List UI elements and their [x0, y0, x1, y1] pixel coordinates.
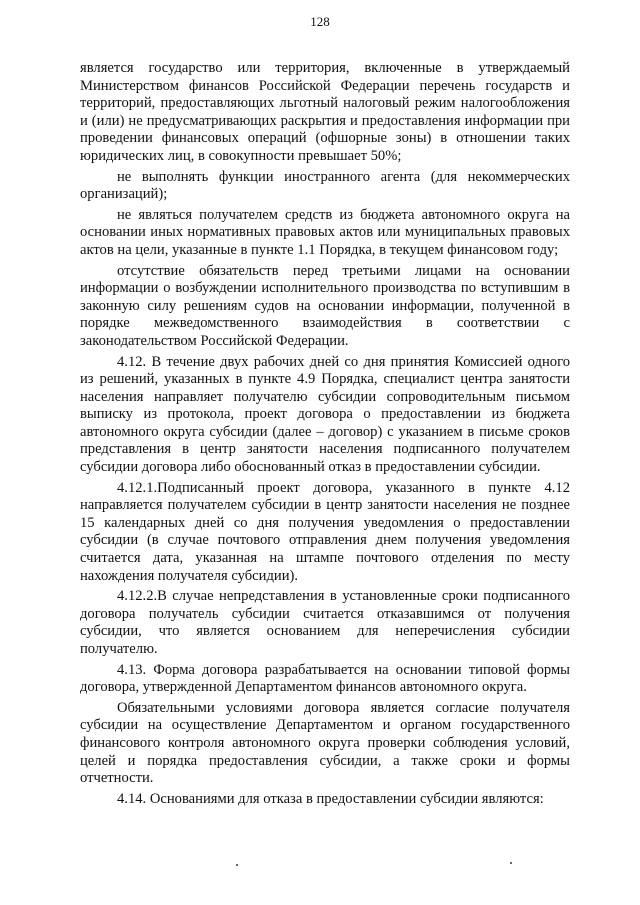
paragraph: 4.14. Основаниями для отказа в предоставлении субсидии являются: [117, 790, 544, 807]
scan-speck [236, 864, 238, 866]
paragraph: 4.12. В течение двух рабочих дней со дня принятия Комиссией одного из решений, указанных в пункте 4.9 Порядка, специалист центра занятости населения направляет получателю субсидии сопроводительным письмом выписку из протокола, проект договора о предоставлении из бюджета автономного округа субсидии (далее – договор) с указанием в письме сроков представления в центр занятости населения подписанного получателем субсидии договора либо обоснованный отказ в предоставлении субсидии. [80, 353, 570, 476]
paragraph: 4.13. Форма договора разрабатывается на основании типовой формы договора, утвержденной Департаментом финансов автономного округа. [80, 661, 570, 696]
paragraph: 4.12.2.В случае непредставления в установленные сроки подписанного договора получатель субсидии считается отказавшимся от получения субсидии, что является основанием для неперечисления субсидии получателю. [80, 588, 570, 657]
paragraph: не выполнять функции иностранного агента (для некоммерческих организаций); [80, 168, 570, 203]
paragraph: не являться получателем средств из бюджета автономного округа на основании иных нормативных правовых актов или муниципальных правовых актов на цели, указанные в пункте 1.1 Порядка, в текущем финансовом году; [80, 206, 570, 258]
paragraph: является государство или территория, включенные в утверждаемый Министерством финансов Российской Федерации перечень государств и территорий, предоставляющих льготный налоговый режим налогообложения и (или) не предусматривающих раскрытия и предоставления информации при проведении финансовых операций (офшорные зоны) в отношении таких юридических лиц, в совокупности превышает 50%; [80, 60, 570, 164]
paragraph: отсутствие обязательств перед третьими лицами на основании информации о возбуждении исполнительного производства по вступившим в законную силу решениям судов на основании информации, полученной в порядке межведомственного взаимодействия в соответствии с законодательством Российской Федерации. [80, 262, 570, 349]
scan-speck [510, 862, 512, 864]
document-body [80, 60, 570, 811]
page-number: 128 [310, 14, 330, 29]
paragraph: 4.12.1.Подписанный проект договора, указанного в пункте 4.12 направляется получателем субсидии в центр занятости населения не позднее 15 календарных дней со дня получения уведомления о предоставлении субсидии (в случае почтового отправления днем получения уведомления считается дата, указанная на штампе почтового отделения по месту нахождения получателя субсидии). [80, 479, 570, 584]
paragraph: Обязательными условиями договора является согласие получателя субсидии на осуществление Департаментом и органом государственного финансового контроля автономного округа проверки соблюдения условий, целей и порядка предоставления субсидии, а также сроки и формы отчетности. [80, 699, 570, 787]
